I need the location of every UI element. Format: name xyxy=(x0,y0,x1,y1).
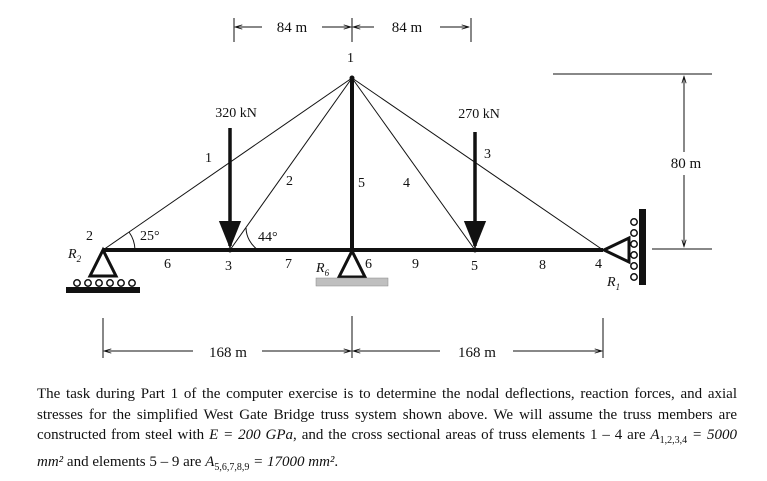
caption-area-2-sub: 5,6,7,8,9 xyxy=(214,461,250,473)
element-label-6: 6 xyxy=(164,257,171,272)
angle-mid-label: 44° xyxy=(258,230,278,245)
caption-area-1-sub: 1,2,3,4 xyxy=(659,435,688,446)
element-label-2: 2 xyxy=(286,174,293,189)
angle-arc-mid xyxy=(246,228,258,250)
dim-top-left: 84 m xyxy=(276,20,308,36)
reaction-label-left: $R_2$ xyxy=(68,247,82,264)
element-label-1: 1 xyxy=(205,151,212,166)
caption-area-1-val: = 5000 mm² xyxy=(37,427,737,470)
angle-left-label: 25° xyxy=(140,229,160,244)
element-label-9: 9 xyxy=(412,257,419,272)
node-label-2: 2 xyxy=(86,229,93,244)
caption-area-1: A xyxy=(650,427,660,443)
load-left-label: 320 kN xyxy=(215,106,257,121)
top-dimension xyxy=(234,18,471,42)
caption-text-1: The task during Part 1 of the computer exercise is to determine the nodal deflections, reaction forces, and axial stresses for the simplified West Gate Bridge truss system shown above. We will assume the truss members are constructed from steel with xyxy=(37,386,737,443)
dim-top-right: 84 m xyxy=(391,20,423,36)
element-label-3: 3 xyxy=(484,147,491,162)
caption-area-2: A xyxy=(205,453,215,470)
node-label-4: 4 xyxy=(595,257,602,272)
caption-text-2: , and the cross sectional areas of truss elements 1 – 4 are xyxy=(293,427,651,443)
truss-members xyxy=(103,78,603,250)
dim-bottom-right: 168 m xyxy=(458,345,496,361)
roller-support-right xyxy=(604,209,646,285)
reaction-label-right: $R_1$ xyxy=(607,275,621,292)
caption-text-3: and elements 5 – 9 are xyxy=(63,453,206,470)
element-label-7: 7 xyxy=(285,257,292,272)
caption-end: . xyxy=(334,453,339,470)
reaction-label-mid: $R_6$ xyxy=(316,261,330,278)
load-right-label: 270 kN xyxy=(458,107,500,122)
node-label-3: 3 xyxy=(225,259,232,274)
caption-area-2-val: = 17000 mm² xyxy=(249,453,335,470)
element-label-8: 8 xyxy=(539,258,546,273)
bottom-dimension xyxy=(103,316,603,361)
node-label-5: 5 xyxy=(471,259,478,274)
element-label-4: 4 xyxy=(403,176,410,191)
caption-e-expr: E = 200 GPa xyxy=(209,427,294,443)
dim-height: 80 m xyxy=(670,156,702,172)
element-label-5: 5 xyxy=(358,176,365,191)
task-description xyxy=(37,384,737,478)
angle-arc-left xyxy=(129,232,135,250)
node-label-6: 6 xyxy=(365,257,372,272)
node-label-1: 1 xyxy=(347,51,354,66)
dim-bottom-left: 168 m xyxy=(209,345,247,361)
